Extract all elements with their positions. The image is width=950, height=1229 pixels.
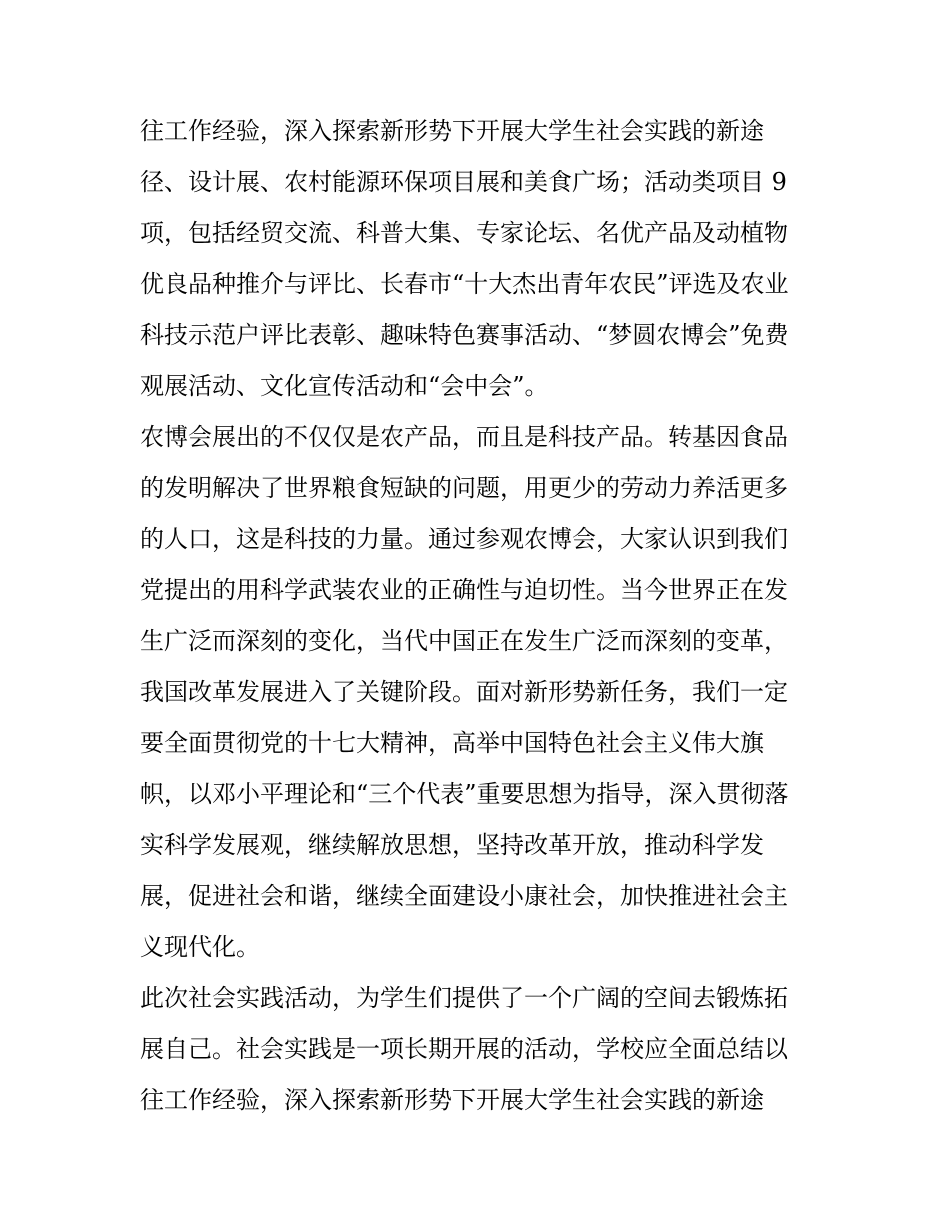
text-line: 帜，以邓小平理论和“三个代表”重要思想为指导，深入贯彻落 <box>140 780 789 808</box>
text-line: 实科学发展观，继续解放思想，坚持改革开放，推动科学发 <box>140 831 764 859</box>
text-line: 农博会展出的不仅仅是农产品，而且是科技产品。转基因食品 <box>140 423 788 451</box>
text-line: 科技示范户评比表彰、趣味特色赛事活动、“梦圆农博会”免费 <box>140 321 789 349</box>
text-line: 党提出的用科学武装农业的正确性与迫切性。当今世界正在发 <box>140 576 788 604</box>
text-line: 观展活动、文化宣传活动和“会中会”。 <box>140 372 549 400</box>
body-text <box>140 106 820 1126</box>
text-line: 义现代化。 <box>140 933 260 961</box>
text-line: 生广泛而深刻的变化，当代中国正在发生广泛而深刻的变革， <box>140 627 788 655</box>
text-line: 往工作经验，深入探索新形势下开展大学生社会实践的新途 <box>140 1086 764 1114</box>
text-line: 要全面贯彻党的十七大精神，高举中国特色社会主义伟大旗 <box>140 729 764 757</box>
text-line: 我国改革发展进入了关键阶段。面对新形势新任务，我们一定 <box>140 678 788 706</box>
text-line: 径、设计展、农村能源环保项目展和美食广场；活动类项目 9 <box>140 168 787 196</box>
text-line: 展，促进社会和谐，继续全面建设小康社会，加快推进社会主 <box>140 882 788 910</box>
text-line: 的人口，这是科技的力量。通过参观农博会，大家认识到我们 <box>140 525 788 553</box>
text-line: 优良品种推介与评比、长春市“十大杰出青年农民”评选及农业 <box>140 270 789 298</box>
text-line: 往工作经验，深入探索新形势下开展大学生社会实践的新途 <box>140 117 764 145</box>
text-line: 项，包括经贸交流、科普大集、专家论坛、名优产品及动植物 <box>140 219 788 247</box>
text-line: 此次社会实践活动，为学生们提供了一个广阔的空间去锻炼拓 <box>140 984 788 1012</box>
text-line: 展自己。社会实践是一项长期开展的活动，学校应全面总结以 <box>140 1035 788 1063</box>
text-line: 的发明解决了世界粮食短缺的问题，用更少的劳动力养活更多 <box>140 474 788 502</box>
